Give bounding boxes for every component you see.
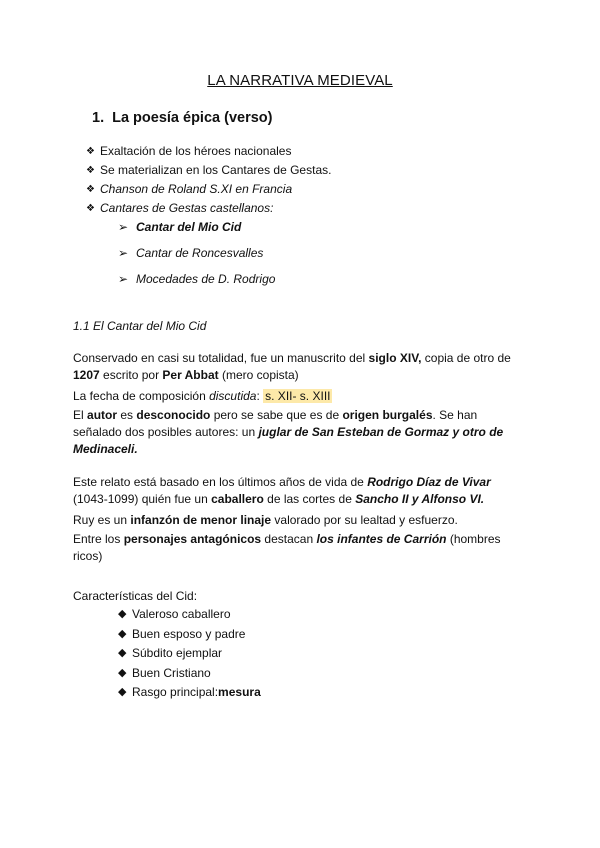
list-item: [118, 644, 261, 664]
list-item-text: Buen Cristiano: [132, 665, 211, 680]
solid-diamond-icon: ◆: [118, 647, 127, 660]
paragraph-autor: El autor es desconocido pero se sabe que es de origen burgalés. Se han señalado dos posibles autores: un juglar de San Esteban de Gormaz y otro de Medinaceli.: [73, 408, 504, 456]
list-item-bold-text: mesura: [218, 685, 261, 700]
paragraph-relato: Este relato está basado en los últimos años de vida de Rodrigo Díaz de Vivar (1043-1099) quién fue un caballero de las cortes de Sancho II y Alfonso VI.: [73, 475, 491, 506]
list-item-text: Chanson de Roland S.XI en Francia: [100, 182, 293, 196]
list-item: [86, 199, 331, 218]
diamond-bullet-icon: ❖: [86, 184, 95, 195]
list-item-text: Se materializan en los Cantares de Gestas.: [100, 163, 332, 177]
arrow-bullet-icon: ➢: [118, 220, 129, 234]
diamond-bullet-icon: ❖: [86, 165, 95, 176]
list-item: [118, 625, 261, 645]
list-item-text: Rasgo principal:: [132, 685, 219, 700]
arrow-bullet-icon: ➢: [118, 272, 129, 286]
solid-diamond-icon: ◆: [118, 686, 127, 699]
caracteristicas-label: Características del Cid:: [73, 589, 198, 603]
subsection-heading: 1.1 El Cantar del Mio Cid: [73, 319, 207, 333]
solid-diamond-icon: ◆: [118, 608, 127, 620]
solid-diamond-icon: ◆: [118, 666, 127, 679]
solid-diamond-icon: ◆: [118, 627, 127, 640]
highlighted-date: s. XII- s. XIII: [265, 389, 331, 403]
list-item-text: Mocedades de D. Rodrigo: [136, 272, 276, 286]
list-item: [86, 161, 331, 180]
list-item-text: Cantar del Mio Cid: [136, 220, 242, 234]
list-item-text: Valeroso caballero: [132, 607, 231, 621]
list-item-text: Súbdito ejemplar: [132, 646, 223, 661]
list-item: [86, 142, 331, 161]
caracteristicas-list: [118, 605, 261, 703]
list-item: [118, 683, 261, 703]
paragraph-fecha: La fecha de composición discutida: s. XII- s. XIII: [73, 389, 331, 403]
list-item: [118, 246, 263, 260]
section-heading: [92, 110, 272, 126]
diamond-bullet-icon: ❖: [86, 203, 95, 214]
list-item: [118, 664, 261, 684]
list-item: [118, 272, 275, 286]
section-title: La poesía épica (verso): [112, 110, 273, 126]
list-item-text: Cantares de Gestas castellanos:: [100, 201, 274, 215]
list-item-text: Buen esposo y padre: [132, 626, 246, 641]
list-item: [118, 605, 261, 625]
document-title: LA NARRATIVA MEDIEVAL: [207, 72, 393, 89]
paragraph-ruy: Ruy es un infanzón de menor linaje valorado por su lealtad y esfuerzo.: [73, 513, 458, 527]
diamond-bullet-icon: ❖: [86, 146, 95, 157]
list-item: [86, 180, 331, 199]
list-item-text: Cantar de Roncesvalles: [136, 246, 264, 260]
list-item: [118, 220, 241, 234]
list-item-text: Exaltación de los héroes nacionales: [100, 144, 292, 158]
arrow-bullet-icon: ➢: [118, 246, 129, 260]
bullet-list: [86, 142, 331, 218]
paragraph-antagonicos: Entre los personajes antagónicos destacan los infantes de Carrión (hombres ricos): [73, 532, 501, 563]
paragraph-manuscrito: Conservado en casi su totalidad, fue un manuscrito del siglo XIV, copia de otro de 1207 escrito por Per Abbat (mero copista): [73, 351, 511, 382]
section-number: 1.: [92, 110, 105, 126]
